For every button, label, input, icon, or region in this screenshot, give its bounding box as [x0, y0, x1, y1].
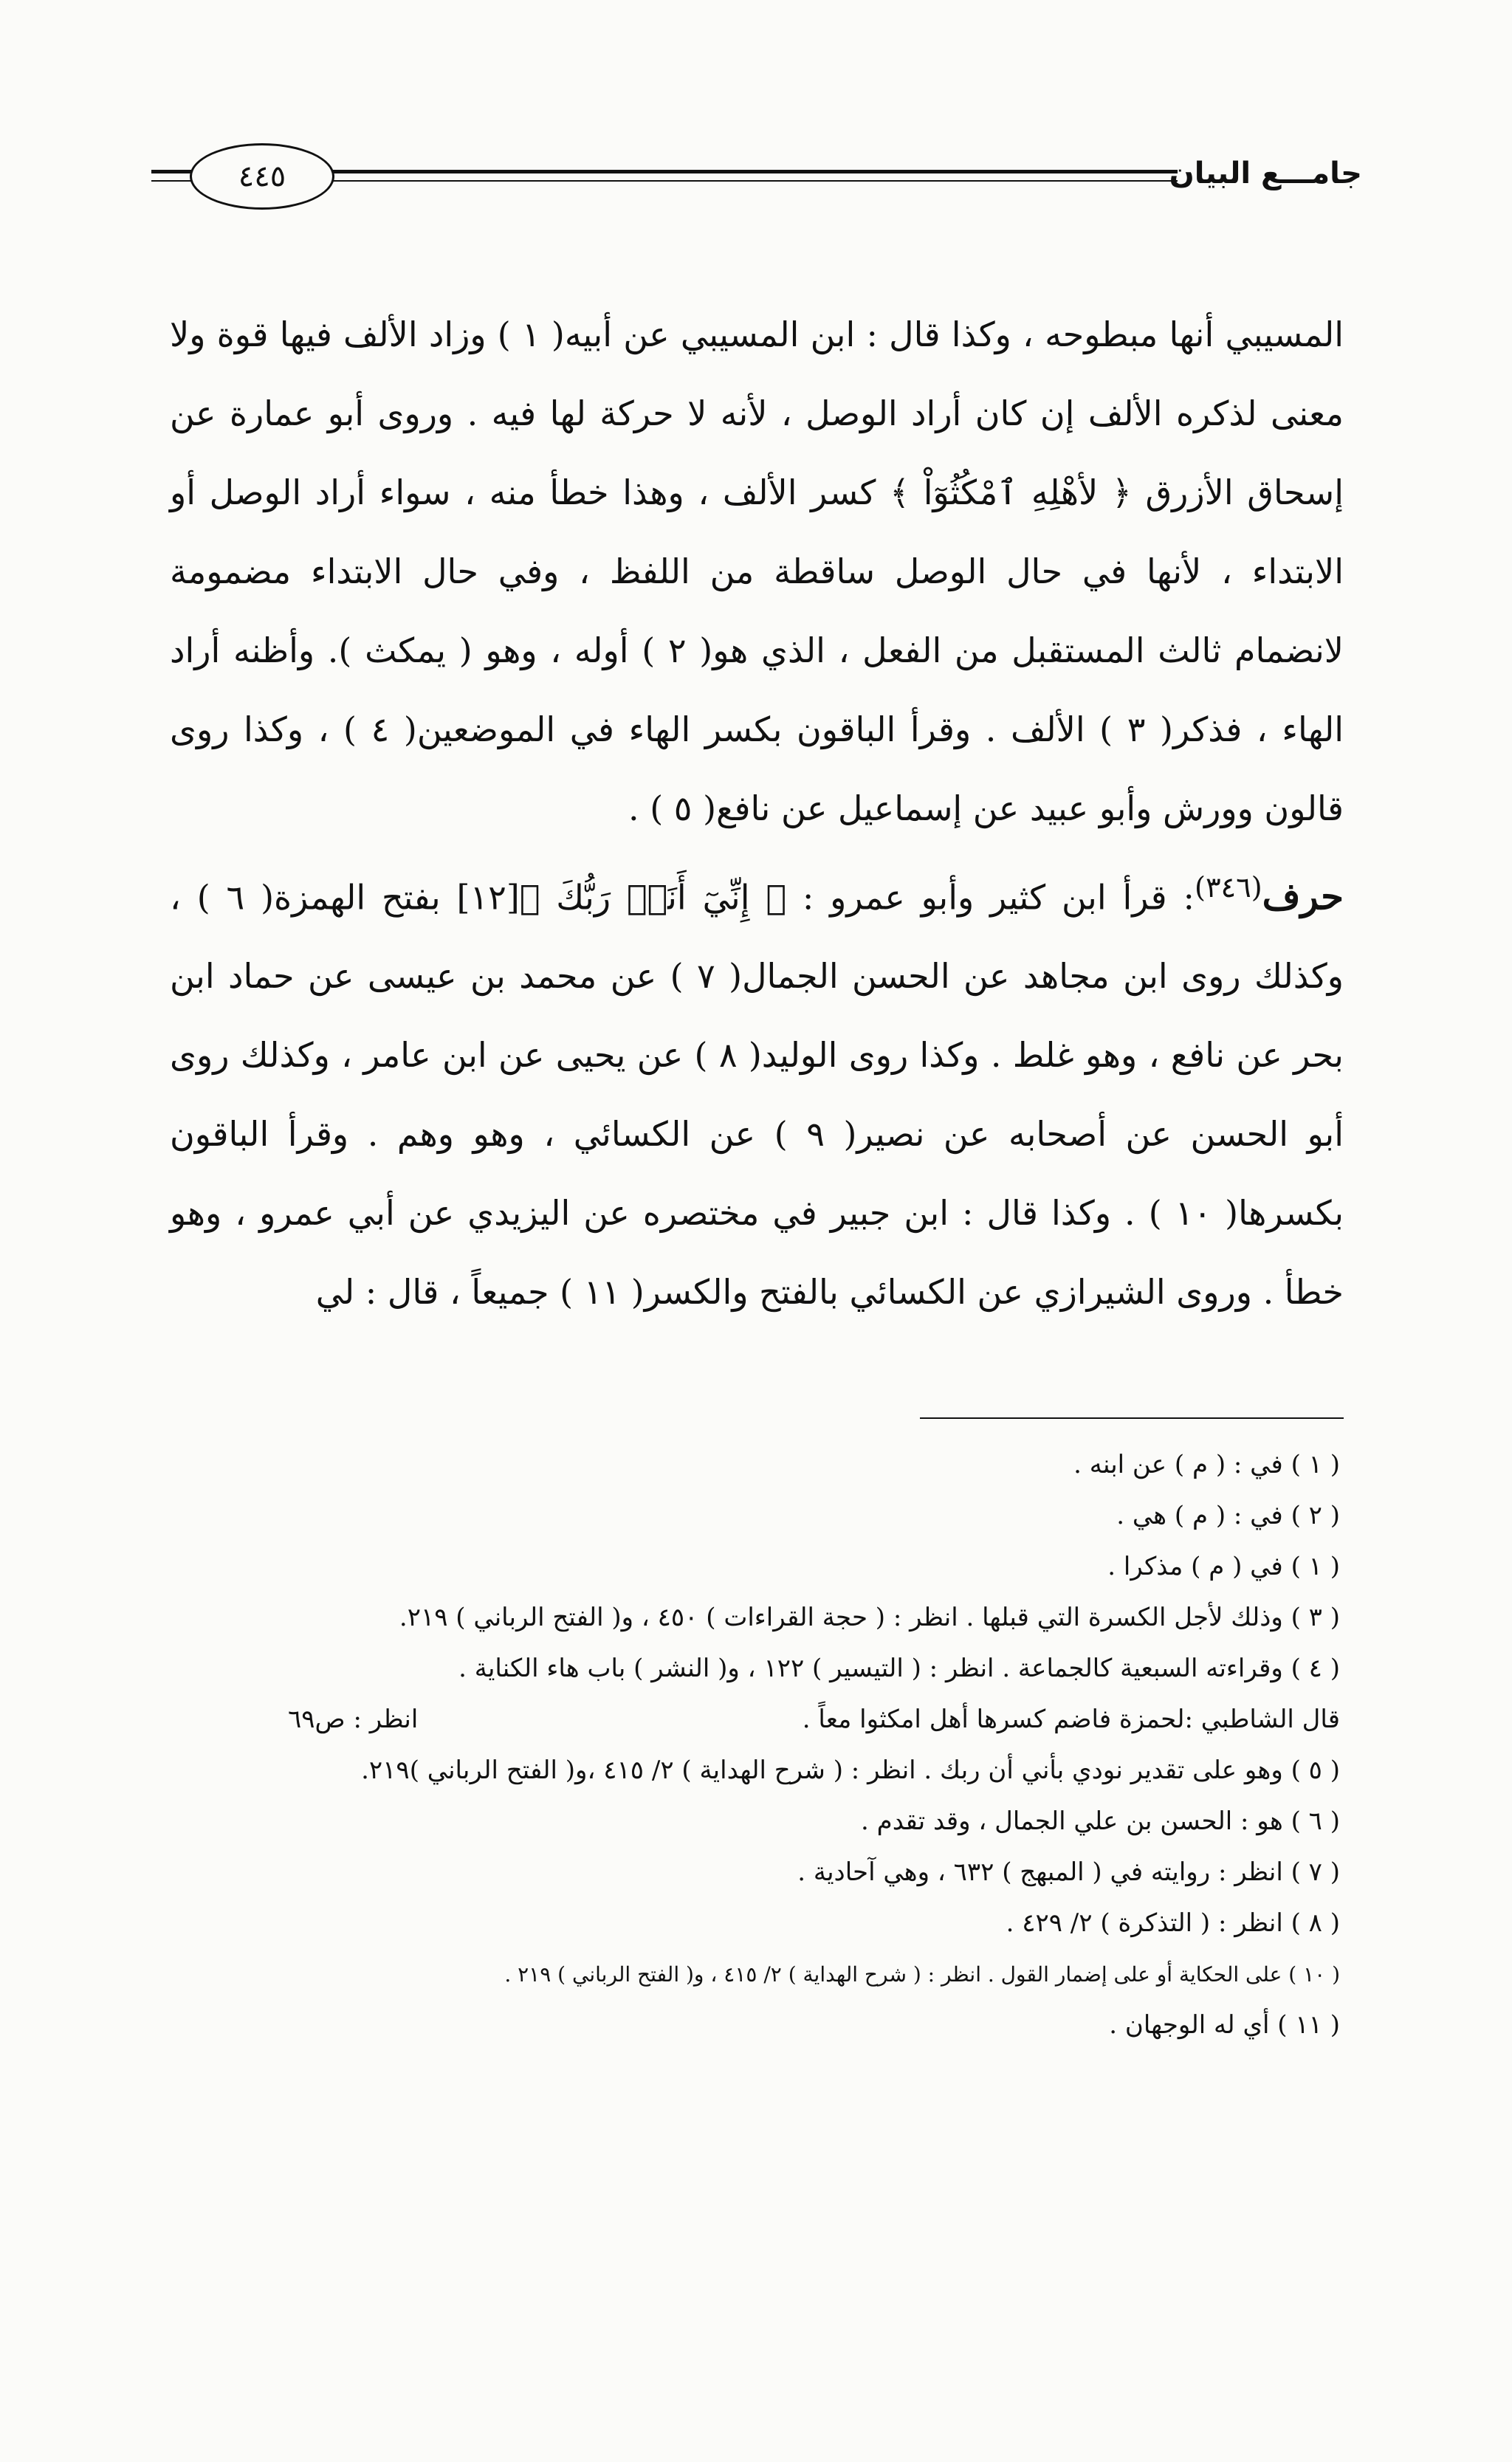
footnote-separator [920, 1417, 1344, 1419]
page-number-oval [190, 143, 334, 210]
footnote-9: ( ٨ ) انظر : ( التذكرة ) ٢/ ٤٢٩ . [1006, 1908, 1340, 1938]
running-title: جامـــع البيان [1169, 157, 1362, 190]
footnote-1: ( ١ ) في : ( م ) عن ابنه . [1073, 1450, 1340, 1479]
harf-label: حرف [1262, 874, 1344, 918]
harf-text: : قرأ ابن كثير وأبو عمرو : ﴿ إِنِّيٓ أَنَا۠ رَبُّكَ ﴾[١٢] بفتح الهمزة( ٦ ) ، وكذلك روى ابن مجاهد عن الحسن الجمال( ٧ ) عن محمد بن عيسى عن حماد ابن بحر عن نافع ، وهو غلط . وكذا روى الوليد( ٨ ) عن يحيى عن ابن عامر ، وكذلك روى أبو الحسن عن أصحابه عن نصير( ٩ ) عن الكسائي ، وهو وهم . وقرأ الباقون بكسرها( ١٠ ) . وكذا قال : ابن جبير في مختصره عن اليزيدي عن أبي عمرو ، وهو خطأ . وروى الشيرازي عن الكسائي بالفتح والكسر( ١١ ) جميعاً ، قال : لي [170, 877, 1344, 1313]
main-text [170, 295, 1344, 1332]
footnote-shatibi-line [177, 1694, 1340, 1745]
harf-number: (٣٤٦) [1194, 871, 1262, 904]
footnote-page-reference: انظر : ص٦٩ [288, 1705, 419, 1734]
footnote-7: ( ٦ ) هو : الحسن بن علي الجمال ، وقد تقدم . [861, 1806, 1340, 1836]
page-number: ٤٤٥ [238, 159, 286, 193]
footnote-3: ( ١ ) في ( م ) مذكرا . [1107, 1552, 1340, 1581]
footnote-2: ( ٢ ) في : ( م ) هي . [1116, 1501, 1340, 1530]
footnote-shatibi-quote: قال الشاطبي :لحمزة فاضم كسرها أهل امكثوا معاً . [802, 1705, 1340, 1734]
body-paragraph-2 [170, 848, 1344, 1332]
footnote-10: ( ١٠ ) على الحكاية أو على إضمار القول . انظر : ( شرح الهداية ) ٢/ ٤١٥ ، و( الفتح الرباني ) ٢١٩ . [504, 1962, 1340, 1987]
footnote-11: ( ١١ ) أي له الوجهان . [1109, 2010, 1340, 2040]
footnotes [177, 1440, 1340, 2051]
page-header [151, 118, 1362, 221]
footnote-6: ( ٥ ) وهو على تقدير نودي بأني أن ربك . انظر : ( شرح الهداية ) ٢/ ٤١٥ ،و( الفتح الرباني )٢١٩. [361, 1756, 1340, 1785]
footnote-4: ( ٣ ) وذلك لأجل الكسرة التي قبلها . انظر : ( حجة القراءات ) ٤٥٠ ، و( الفتح الرباني ) ٢١٩. [399, 1603, 1340, 1632]
footnote-8: ( ٧ ) انظر : روايته في ( المبهج ) ٦٣٢ ، وهي آحادية . [797, 1857, 1340, 1887]
body-paragraph-1: المسيبي أنها مبطوحه ، وكذا قال : ابن المسيبي عن أبيه( ١ ) وزاد الألف فيها قوة ولا معنى لذكره الألف إن كان أراد الوصل ، لأنه لا حركة لها فيه . وروى أبو عمارة عن إسحاق الأزرق ﴿ لأهْلِهِ ٱمْكُثُوٓاْ ﴾ كسر الألف ، وهذا خطأ منه ، سواء أراد الوصل أو الابتداء ، لأنها في حال الوصل ساقطة من اللفظ ، وفي حال الابتداء مضمومة لانضمام ثالث المستقبل من الفعل ، الذي هو( ٢ ) أوله ، وهو ( يمكث ). وأظنه أراد الهاء ، فذكر( ٣ ) الألف . وقرأ الباقون بكسر الهاء في الموضعين( ٤ ) ، وكذا روى قالون وورش وأبو عبيد عن إسماعيل عن نافع( ٥ ) . [170, 314, 1344, 828]
footnote-5: ( ٤ ) وقراءته السبعية كالجماعة . انظر : ( التيسير ) ١٢٢ ، و( النشر ) باب هاء الكناية . [458, 1654, 1340, 1683]
